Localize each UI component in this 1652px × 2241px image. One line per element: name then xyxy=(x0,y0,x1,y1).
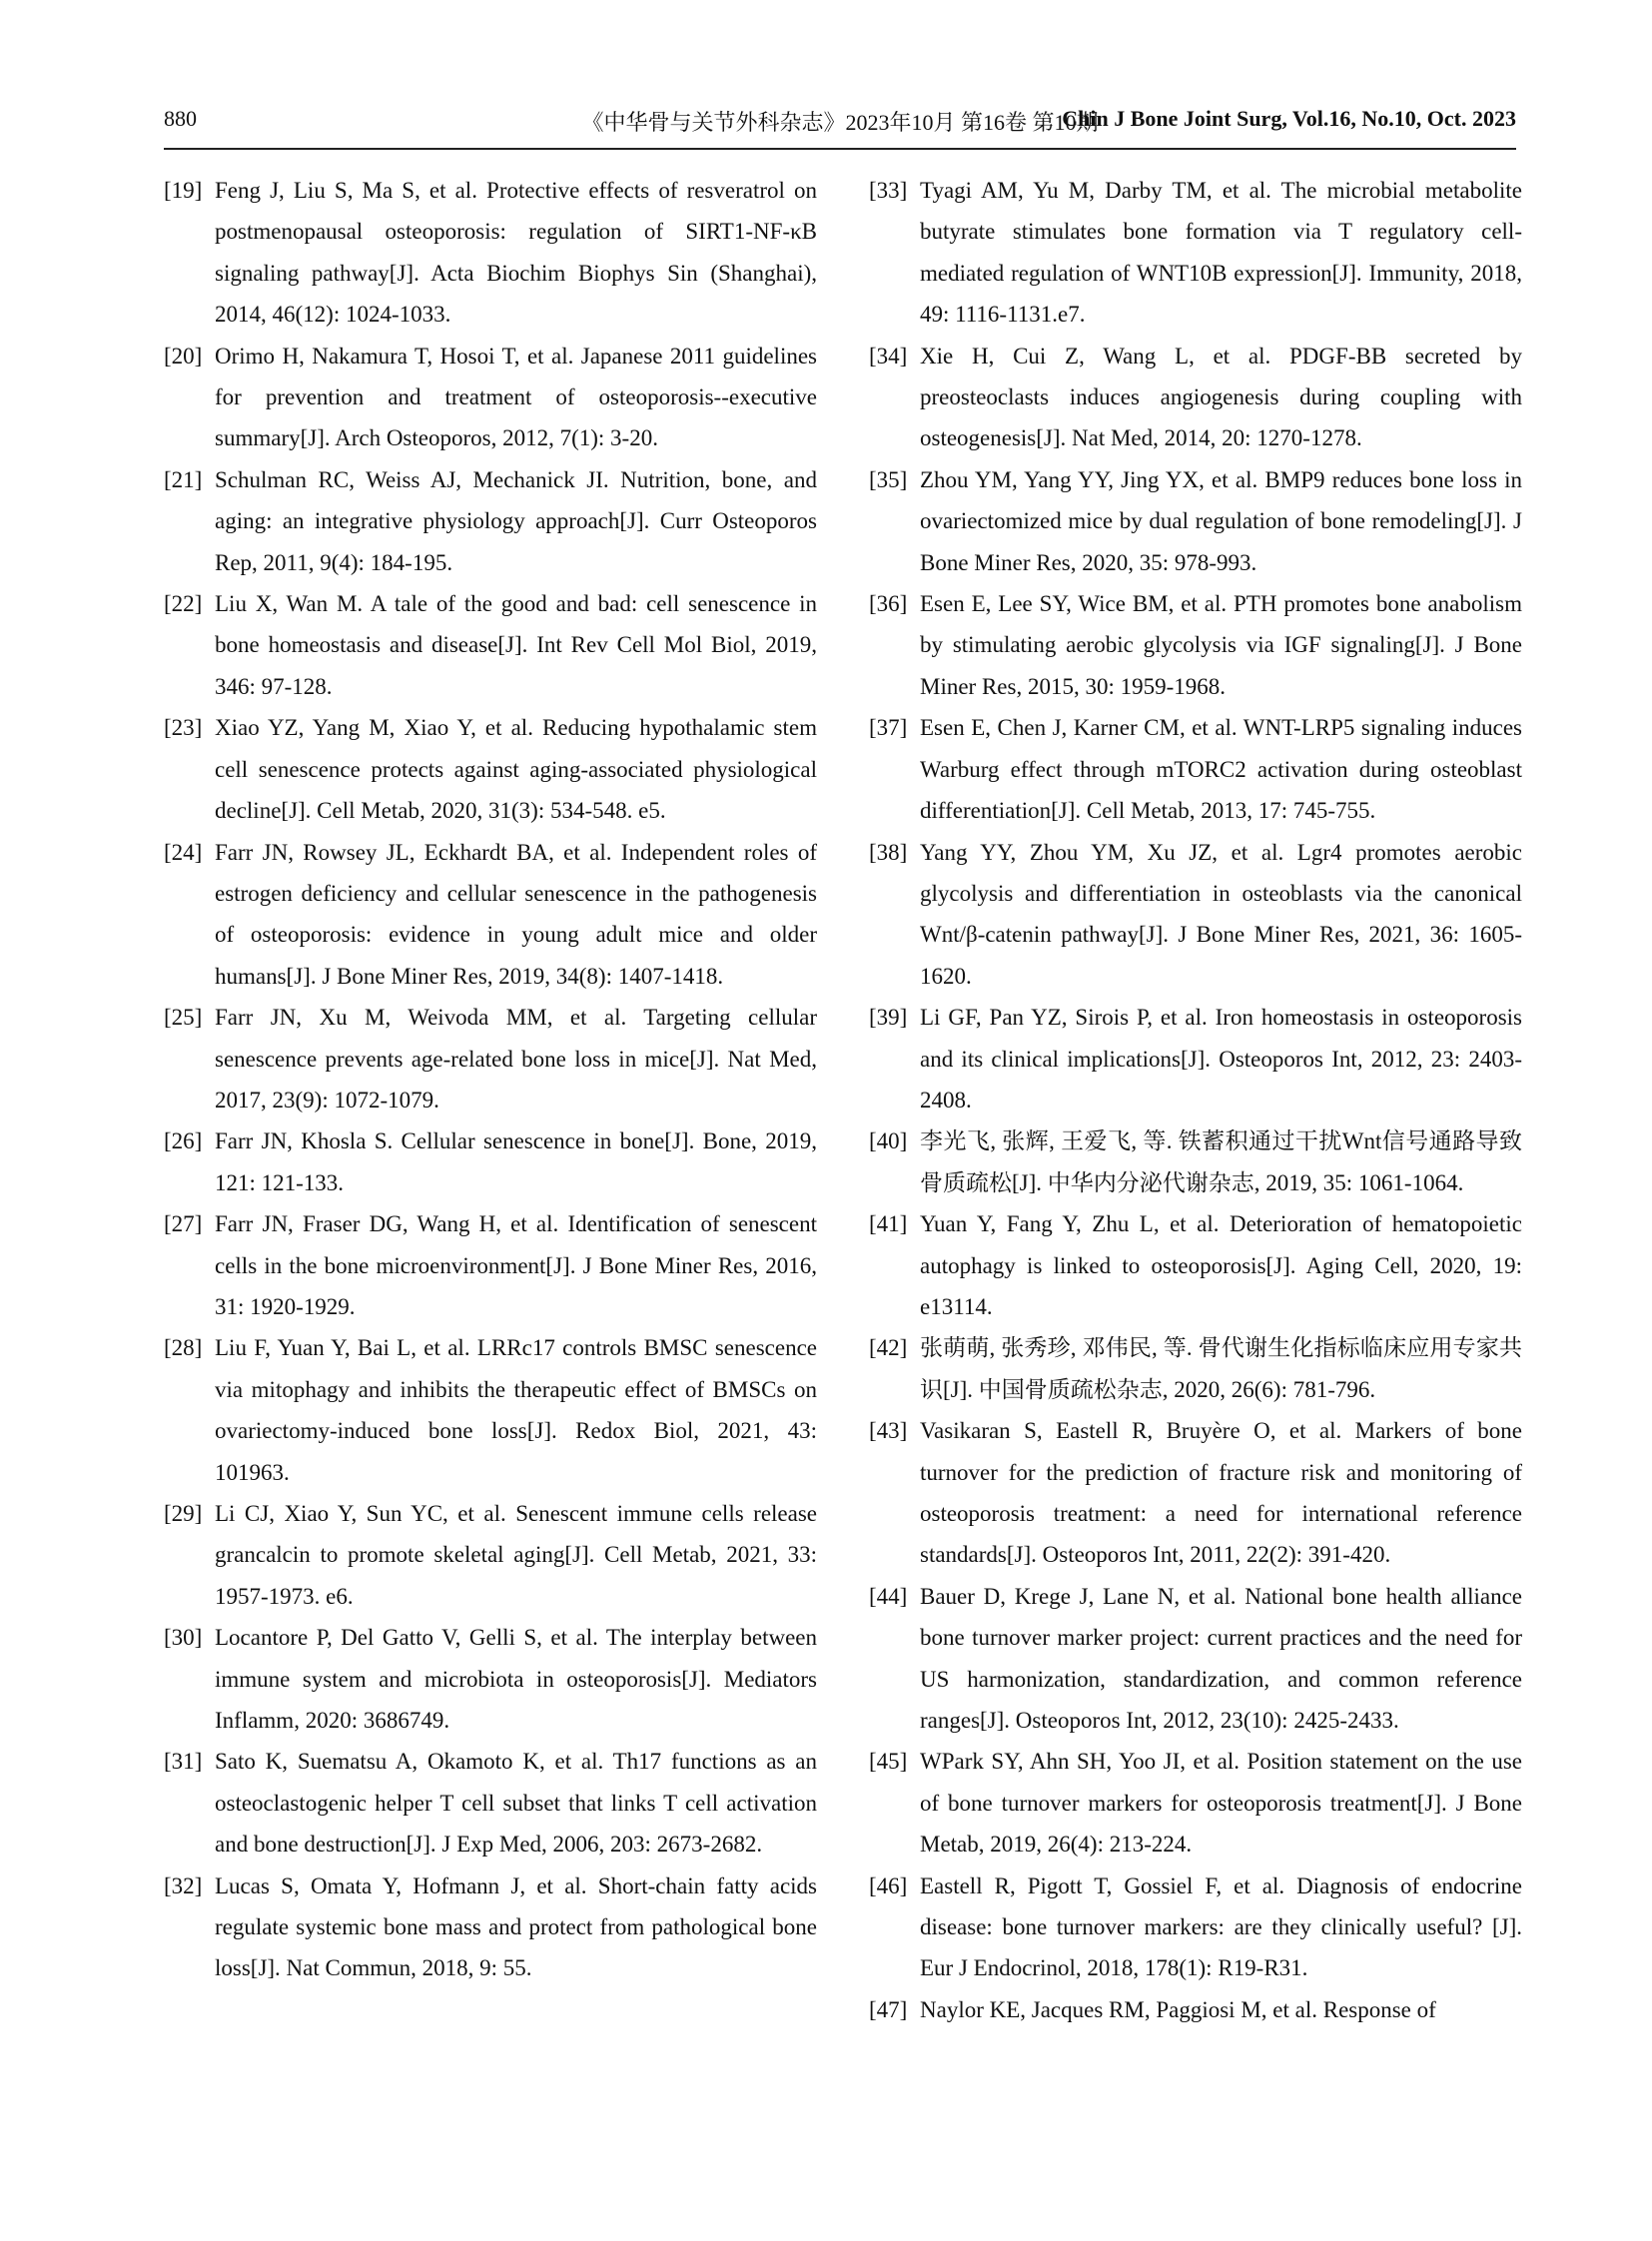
reference-entry xyxy=(869,1741,1522,1865)
reference-text: Schulman RC, Weiss AJ, Mechanick JI. Nutrition, bone, and aging: an integrative physiology approach[J]. Curr Osteoporos Rep, 2011, 9(4): 184-195. xyxy=(215,466,817,575)
reference-text: WPark SY, Ahn SH, Yoo JI, et al. Position statement on the use of bone turnover markers for osteoporosis treatment[J]. J Bone Metab, 2019, 26(4): 213-224. xyxy=(920,1749,1522,1858)
reference-number: [33] xyxy=(869,178,908,203)
reference-number: [43] xyxy=(869,1418,908,1444)
reference-text: Lucas S, Omata Y, Hofmann J, et al. Short-chain fatty acids regulate systemic bone mass and protect from pathological bone loss[J]. Nat Commun, 2018, 9: 55. xyxy=(215,1872,817,1981)
reference-text: Orimo H, Nakamura T, Hosoi T, et al. Japanese 2011 guidelines for prevention and treatment of osteoporosis--executive summary[J]. Arch Osteoporos, 2012, 7(1): 3-20. xyxy=(215,343,817,451)
journal-title-en: Chin J Bone Joint Surg, Vol.16, No.10, Oct. 2023 xyxy=(1062,106,1516,131)
reference-number: [39] xyxy=(869,1005,908,1031)
page-number: 880 xyxy=(164,106,197,131)
running-header xyxy=(164,100,1516,150)
reference-entry xyxy=(164,1741,817,1865)
reference-number: [34] xyxy=(869,343,908,369)
reference-entry xyxy=(869,1120,1522,1203)
reference-number: [26] xyxy=(164,1128,203,1154)
reference-text: Yang YY, Zhou YM, Xu JZ, et al. Lgr4 promotes aerobic glycolysis and differentiation in osteoblasts via the canonical Wnt/β-catenin pathway[J]. J Bone Miner Res, 2021, 36: 1605-1620. xyxy=(920,839,1522,989)
reference-text: Naylor KE, Jacques RM, Paggiosi M, et al. Response of xyxy=(920,1996,1436,2022)
reference-number: [29] xyxy=(164,1501,203,1526)
reference-number: [36] xyxy=(869,591,908,617)
reference-number: [38] xyxy=(869,839,908,865)
reference-text: Zhou YM, Yang YY, Jing YX, et al. BMP9 reduces bone loss in ovariectomized mice by dual regulation of bone remodeling[J]. J Bone Miner Res, 2020, 35: 978-993. xyxy=(920,466,1522,575)
reference-text: Vasikaran S, Eastell R, Bruyère O, et al. Markers of bone turnover for the prediction of fracture risk and monitoring of osteoporosis treatment: a need for international reference standards[J]. Osteoporos Int, 2011, 22(2): 391-420. xyxy=(920,1418,1522,1568)
reference-text: Liu F, Yuan Y, Bai L, et al. LRRc17 controls BMSC senescence via mitophagy and inhibits the therapeutic effect of BMSCs on ovariectomy-induced bone loss[J]. Redox Biol, 2021, 43: 101963. xyxy=(215,1335,817,1485)
reference-entry xyxy=(164,1120,817,1203)
reference-entry xyxy=(869,832,1522,998)
reference-number: [19] xyxy=(164,178,203,203)
reference-text: Eastell R, Pigott T, Gossiel F, et al. Diagnosis of endocrine disease: bone turnover markers: are they clinically useful? [J]. Eur J Endocrinol, 2018, 178(1): R19-R31. xyxy=(920,1872,1522,1981)
reference-entry xyxy=(164,170,817,336)
reference-entry xyxy=(164,1617,817,1741)
reference-number: [41] xyxy=(869,1211,908,1237)
reference-text: Farr JN, Rowsey JL, Eckhardt BA, et al. Independent roles of estrogen deficiency and cellular senescence in the pathogenesis of osteoporosis: evidence in young adult mice and older humans[J]. J Bone Miner Res, 2019, 34(8): 1407-1418. xyxy=(215,839,817,989)
reference-entry xyxy=(869,1410,1522,1576)
reference-entry xyxy=(164,336,817,459)
reference-entry xyxy=(164,832,817,998)
reference-number: [25] xyxy=(164,1005,203,1031)
reference-number: [21] xyxy=(164,466,203,492)
reference-text: Farr JN, Fraser DG, Wang H, et al. Identification of senescent cells in the bone microenvironment[J]. J Bone Miner Res, 2016, 31: 1920-1929. xyxy=(215,1211,817,1319)
reference-text: Farr JN, Khosla S. Cellular senescence in bone[J]. Bone, 2019, 121: 121-133. xyxy=(215,1128,817,1195)
reference-text: Feng J, Liu S, Ma S, et al. Protective effects of resveratrol on postmenopausal osteoporosis: regulation of SIRT1-NF-κB signaling pathway[J]. Acta Biochim Biophys Sin (Shanghai), 2014, 46(12): 1024-1033. xyxy=(215,178,817,328)
reference-text: 李光飞, 张辉, 王爱飞, 等. 铁蓄积通过干扰Wnt信号通路导致骨质疏松[J]. 中华内分泌代谢杂志, 2019, 35: 1061-1064. xyxy=(920,1128,1522,1195)
reference-number: [42] xyxy=(869,1335,908,1361)
reference-text: Esen E, Lee SY, Wice BM, et al. PTH promotes bone anabolism by stimulating aerobic glycolysis via IGF signaling[J]. J Bone Miner Res, 2015, 30: 1959-1968. xyxy=(920,591,1522,699)
reference-number: [23] xyxy=(164,715,203,741)
reference-entry xyxy=(164,459,817,583)
reference-entry xyxy=(164,1493,817,1617)
reference-entry xyxy=(869,1989,1522,2030)
reference-number: [24] xyxy=(164,839,203,865)
reference-entry xyxy=(164,1327,817,1493)
reference-entry xyxy=(869,707,1522,831)
journal-title-cn: 《中华骨与关节外科杂志》2023年10月 第16卷 第10期 xyxy=(581,110,1099,135)
reference-number: [27] xyxy=(164,1211,203,1237)
reference-number: [28] xyxy=(164,1335,203,1361)
reference-text: Xie H, Cui Z, Wang L, et al. PDGF-BB secreted by preosteoclasts induces angiogenesis during coupling with osteogenesis[J]. Nat Med, 2014, 20: 1270-1278. xyxy=(920,343,1522,451)
reference-entry xyxy=(869,1203,1522,1327)
reference-entry xyxy=(869,336,1522,459)
reference-text: Li GF, Pan YZ, Sirois P, et al. Iron homeostasis in osteoporosis and its clinical implications[J]. Osteoporos Int, 2012, 23: 2403-2408. xyxy=(920,1005,1522,1113)
reference-entry xyxy=(869,997,1522,1120)
reference-column-right xyxy=(869,170,1522,2030)
reference-text: Li CJ, Xiao Y, Sun YC, et al. Senescent immune cells release grancalcin to promote skeletal aging[J]. Cell Metab, 2021, 33: 1957-1973. e6. xyxy=(215,1501,817,1609)
reference-text: Esen E, Chen J, Karner CM, et al. WNT-LRP5 signaling induces Warburg effect through mTORC2 activation during osteoblast differentiation[J]. Cell Metab, 2013, 17: 745-755. xyxy=(920,715,1522,824)
reference-number: [46] xyxy=(869,1872,908,1898)
reference-text: Liu X, Wan M. A tale of the good and bad: cell senescence in bone homeostasis and disease[J]. Int Rev Cell Mol Biol, 2019, 346: 97-128. xyxy=(215,591,817,699)
reference-entry xyxy=(164,583,817,707)
reference-number: [37] xyxy=(869,715,908,741)
reference-entry xyxy=(164,1203,817,1327)
reference-entry xyxy=(869,459,1522,583)
reference-text: Yuan Y, Fang Y, Zhu L, et al. Deterioration of hematopoietic autophagy is linked to osteoporosis[J]. Aging Cell, 2020, 19: e13114. xyxy=(920,1211,1522,1319)
reference-entry xyxy=(164,707,817,831)
reference-text: Bauer D, Krege J, Lane N, et al. National bone health alliance bone turnover marker project: current practices and the need for US harmonization, standardization, and common reference ranges[J]. Osteoporos Int, 2012, 23(10): 2425-2433. xyxy=(920,1583,1522,1734)
reference-text: Tyagi AM, Yu M, Darby TM, et al. The microbial metabolite butyrate stimulates bone formation via T regulatory cell-mediated regulation of WNT10B expression[J]. Immunity, 2018, 49: 1116-1131.e7. xyxy=(920,178,1522,328)
reference-entry xyxy=(869,1866,1522,1989)
reference-entry xyxy=(164,1866,817,1989)
reference-text: Farr JN, Xu M, Weivoda MM, et al. Targeting cellular senescence prevents age-related bone loss in mice[J]. Nat Med, 2017, 23(9): 1072-1079. xyxy=(215,1005,817,1113)
reference-number: [47] xyxy=(869,1996,908,2022)
reference-number: [45] xyxy=(869,1749,908,1775)
reference-entry xyxy=(164,997,817,1120)
reference-column-left xyxy=(164,170,817,1989)
reference-number: [40] xyxy=(869,1128,908,1154)
reference-entry xyxy=(869,170,1522,336)
reference-number: [31] xyxy=(164,1749,203,1775)
reference-entry xyxy=(869,583,1522,707)
reference-number: [30] xyxy=(164,1625,203,1651)
reference-text: Xiao YZ, Yang M, Xiao Y, et al. Reducing hypothalamic stem cell senescence protects against aging-associated physiological decline[J]. Cell Metab, 2020, 31(3): 534-548. e5. xyxy=(215,715,817,824)
reference-text: 张萌萌, 张秀珍, 邓伟民, 等. 骨代谢生化指标临床应用专家共识[J]. 中国骨质疏松杂志, 2020, 26(6): 781-796. xyxy=(920,1335,1522,1402)
reference-number: [32] xyxy=(164,1872,203,1898)
reference-text: Sato K, Suematsu A, Okamoto K, et al. Th17 functions as an osteoclastogenic helper T cell subset that links T cell activation and bone destruction[J]. J Exp Med, 2006, 203: 2673-2682. xyxy=(215,1749,817,1858)
reference-entry xyxy=(869,1327,1522,1410)
reference-number: [20] xyxy=(164,343,203,369)
reference-entry xyxy=(869,1576,1522,1742)
reference-number: [44] xyxy=(869,1583,908,1609)
reference-number: [35] xyxy=(869,466,908,492)
reference-text: Locantore P, Del Gatto V, Gelli S, et al. The interplay between immune system and microbiota in osteoporosis[J]. Mediators Inflamm, 2020: 3686749. xyxy=(215,1625,817,1734)
reference-number: [22] xyxy=(164,591,203,617)
